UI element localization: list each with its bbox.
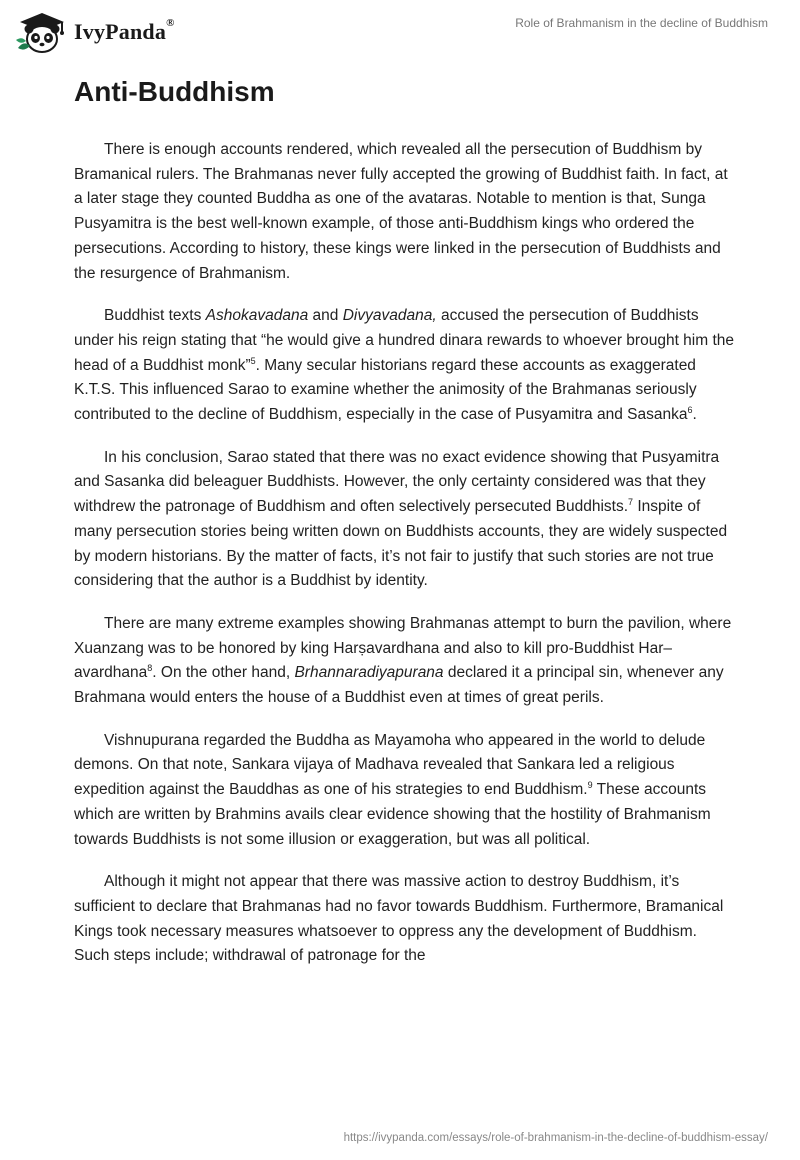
panda-graduate-icon — [14, 10, 70, 54]
paragraph-4 — [74, 612, 734, 711]
p4-title-brhannaradiyapurana: Brhannaradiyapurana — [294, 664, 444, 682]
p2-text-c: and — [308, 307, 343, 325]
p2-text-e: accused the persecution of Buddhists under his reign stating that “he would give a hundred dinara rewards to whoever brought him the head of a Buddhist monk” — [74, 307, 735, 374]
footnote-ref-8[interactable]: 8 — [147, 663, 153, 674]
p4-text-a: There are many extreme examples showing Brahmanas attempt to burn the pavilion, where Xuanzang was to be honored by king Harṣavardhana and also to kill pro-Buddhist Har–avardhana — [74, 614, 732, 682]
footnote-ref-7[interactable]: 7 — [628, 496, 634, 507]
p3-text-b: Inspite of many persecution stories being written down on Buddhists accounts, they are widely suspected by modern historians. By the matter of facts, it’s not fair to justify that such stories are not true considering that the author is a Buddhist by identity. — [74, 498, 728, 590]
paragraph-2 — [74, 304, 734, 428]
p5-text-a: Vishnupurana regarded the Buddha as Mayamoha who appeared in the world to delude demons. On that note, Sankara vijaya of Madhava revealed that Sankara led a religious expedition against the Bauddhas as one of his strategies to end Buddhism. — [74, 731, 706, 799]
p4-text-b: . On the other hand, — [152, 664, 295, 682]
page-header — [0, 0, 800, 64]
document-title: Role of Brahmanism in the decline of Buddhism — [515, 16, 768, 30]
p3-text-a: In his conclusion, Sarao stated that there was no exact evidence showing that Pusyamitra and Sasanka did beleaguer Buddhists. However, the only certainty considered was that they withdrew the patronage of Buddhism and often selectively persecuted Buddhists. — [74, 448, 720, 516]
ivypanda-logo[interactable] — [14, 10, 175, 54]
paragraph-3 — [74, 446, 734, 594]
p2-text-g: . — [692, 406, 697, 424]
paragraph-5 — [74, 729, 734, 853]
brand-label: IvyPanda — [74, 19, 167, 44]
registered-mark: ® — [166, 17, 175, 29]
section-heading: Anti-Buddhism — [74, 76, 275, 107]
footnote-ref-9[interactable]: 9 — [587, 780, 593, 791]
p2-text-f: . Many secular historians regard these accounts as exaggerated K.T.S. This influenced Sarao to examine whether the animosity of the Brahmanas seriously contributed to the decline of Buddhism, especially in the case of Pusyamitra and Sasanka — [74, 356, 697, 424]
p2-text-a: Buddhist texts — [104, 307, 206, 325]
p4-text-d: declared it a principal sin, whenever any Brahmana would enters the house of a Buddhist even at times of great perils. — [74, 664, 724, 707]
p2-title-divyavadana: Divyavadana, — [342, 307, 437, 325]
source-url-link[interactable]: https://ivypanda.com/essays/role-of-brahmanism-in-the-decline-of-buddhism-essay/ — [343, 1132, 768, 1144]
footnote-ref-6[interactable]: 6 — [687, 404, 693, 415]
brand-name — [74, 19, 175, 45]
paragraph-6: Although it might not appear that there was massive action to destroy Buddhism, it’s sufficient to declare that Brahmanas had no favor towards Buddhism. Furthermore, Bramanical Kings took necessary measures whatsoever to oppress any the development of Buddhism. Such steps include; withdrawal of patronage for the — [74, 873, 724, 965]
p5-text-b: These accounts which are written by Brahmins avails clear evidence showing that the hostility of Brahmanism towards Buddhists is not some illusion or exaggeration, but was all political. — [74, 781, 711, 848]
article-body — [74, 72, 734, 987]
p2-title-ashokavadana: Ashokavadana — [205, 307, 309, 325]
footnote-ref-5[interactable]: 5 — [250, 355, 256, 366]
paragraph-1: There is enough accounts rendered, which revealed all the persecution of Buddhism by Bramanical rulers. The Brahmanas never fully accepted the growing of Buddhist faith. In fact, at a later stage they counted Buddha as one of the avataras. Notable to mention is that, Sunga Pusyamitra is the best well-known example, of those anti-Buddhism kings who ordered the persecutions. According to history, these kings were linked in the persecution of Buddhists and the resurgence of Brahmanism. — [74, 141, 728, 282]
